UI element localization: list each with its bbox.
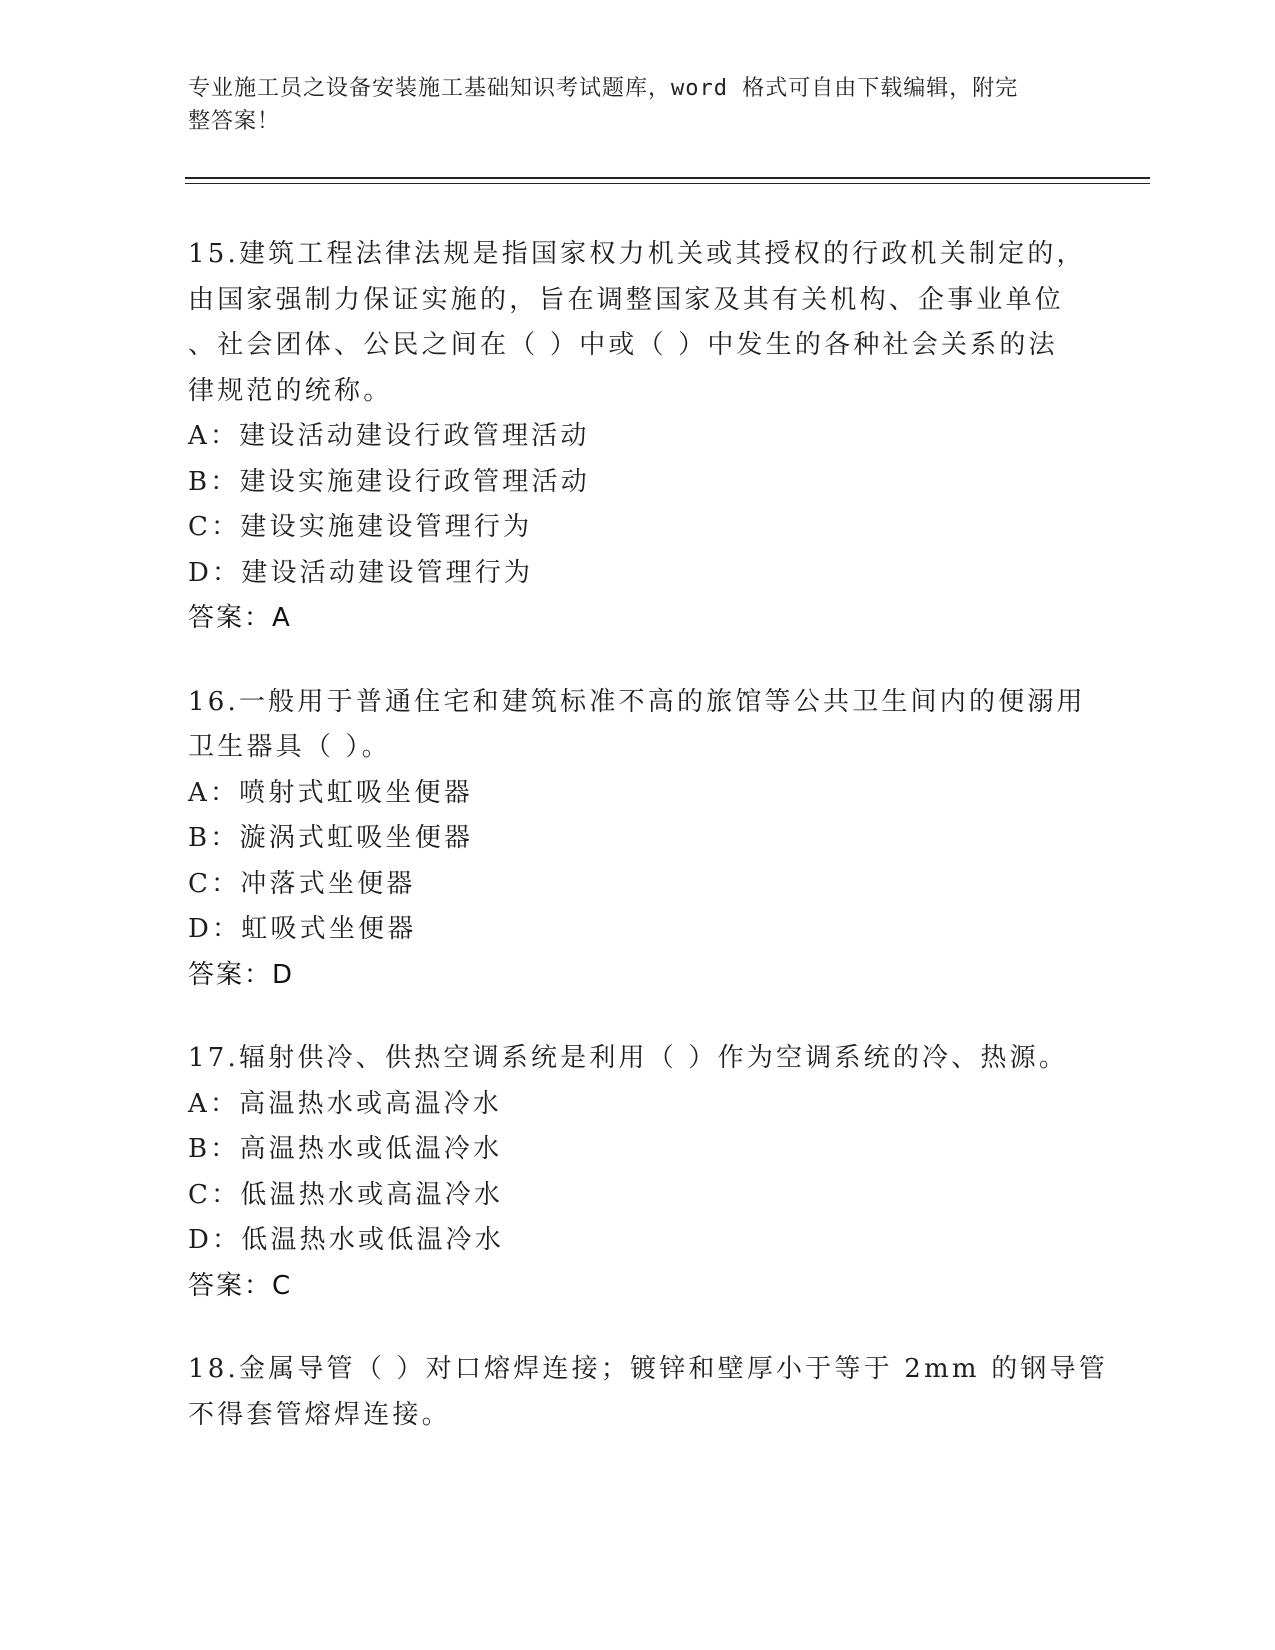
option-a: A：高温热水或高温冷水 [188, 1088, 502, 1119]
header-divider-thick [185, 177, 1150, 179]
question-text-line: 卫生器具（ ）。 [188, 732, 391, 762]
option-d: D：低温热水或低温冷水 [188, 1225, 505, 1255]
header-divider-thin [185, 183, 1150, 184]
question-text-line: 由国家强制力保证实施的，旨在调整国家及其有关机构、企事业单位 [188, 284, 1065, 315]
option-a: A：喷射式虹吸坐便器 [188, 777, 473, 808]
answer-text: 答案：C [188, 1270, 293, 1301]
option-d: D：虹吸式坐便器 [188, 914, 417, 944]
question-text-line: 15.建筑工程法律法规是指国家权力机关或其授权的行政机关制定的， [188, 239, 1086, 269]
question-text-line: 不得套管熔焊连接。 [188, 1399, 451, 1430]
option-c: C：冲落式坐便器 [188, 868, 416, 899]
question-16 [188, 680, 1088, 999]
header-line-1: 专业施工员之设备安装施工基础知识考试题库，word 格式可自由下载编辑，附完 [188, 76, 1019, 101]
document-header [188, 72, 1068, 138]
question-15 [188, 232, 1088, 642]
option-b: B：漩涡式虹吸坐便器 [188, 823, 474, 853]
option-c: C：低温热水或高温冷水 [188, 1179, 504, 1210]
question-text-line: 17.辐射供冷、供热空调系统是利用（ ）作为空调系统的冷、热源。 [188, 1043, 1069, 1073]
option-a: A：建设活动建设行政管理活动 [188, 421, 590, 451]
question-17 [188, 1036, 1088, 1309]
header-line-2: 整答案！ [188, 109, 281, 134]
answer-text: 答案：A [188, 603, 292, 633]
answer-text: 答案：D [188, 959, 295, 990]
question-text-line: 18.金属导管（ ）对口熔焊连接；镀锌和壁厚小于等于 2mm 的钢导管 [188, 1354, 1108, 1384]
question-text-line: 、社会团体、公民之间在（ ）中或（ ）中发生的各种社会关系的法 [188, 330, 1058, 360]
option-c: C：建设实施建设管理行为 [188, 512, 533, 542]
question-text-line: 16.一般用于普通住宅和建筑标准不高的旅馆等公共卫生间内的便溺用 [188, 686, 1086, 717]
question-text-line: 律规范的统称。 [188, 375, 393, 406]
option-b: B：高温热水或低温冷水 [188, 1134, 503, 1164]
option-b: B：建设实施建设行政管理活动 [188, 466, 590, 497]
question-list [188, 232, 1108, 1476]
option-d: D：建设活动建设管理行为 [188, 557, 534, 588]
question-18 [188, 1347, 1108, 1438]
